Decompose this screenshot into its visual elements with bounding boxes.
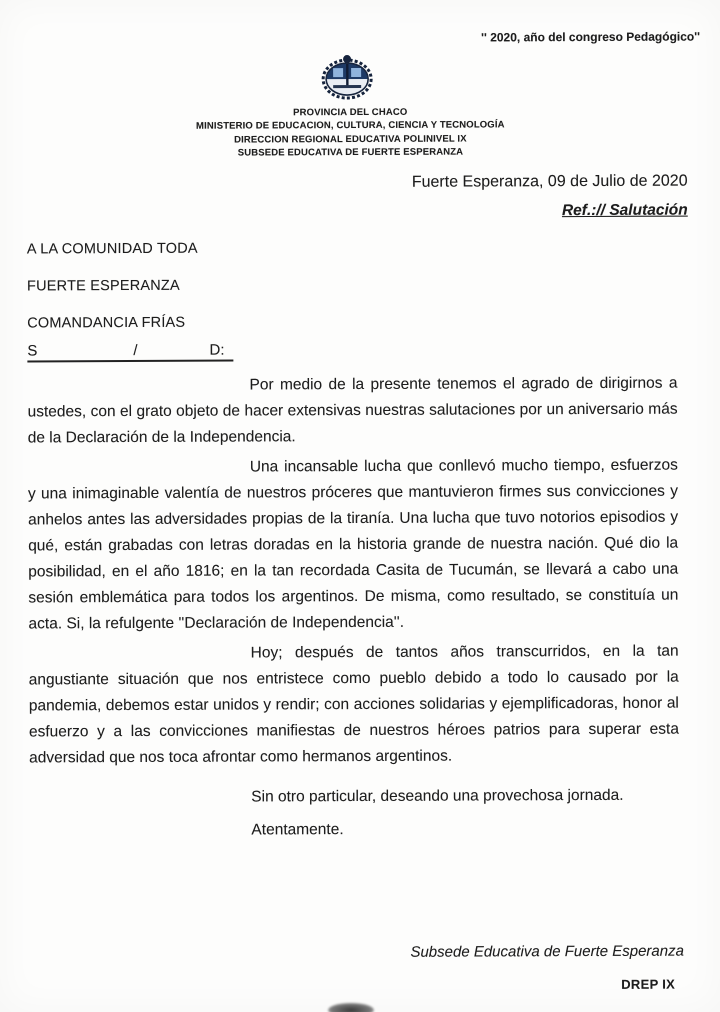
recipient-line-comandancia: COMANDANCIA FRÍAS [27, 314, 186, 332]
sd-s: S [27, 342, 38, 360]
org-header [0, 105, 702, 161]
signature-org: Subsede Educativa de Fuerte Esperanza [410, 942, 684, 961]
dateline: Fuerte Esperanza, 09 de Julio de 2020 [411, 172, 688, 191]
paragraph-history: Una incansable lucha que conllevó mucho tiempo, esfuerzos y una inimaginable valentía de nuestros próceres que mantuvieron firmes sus convicciones y anhelos antes las adversidades propias de la tiranía. Una lucha que tuvo notorios episodios y qué, están grabadas con letras doradas en la historia grande de nuestra nación. Qué dio la posibilidad, en el año 1816; en la tan recordada Casita de Tucumán, se llevará a cabo una sesión emblemática para todos los argentinos. De misma, como resultado, se constituía un acta. Si, la refulgente ''Declaración de Independencia''. [27, 456, 679, 633]
org-line-ministry: MINISTERIO DE EDUCACION, CULTURA, CIENCIA Y TECNOLOGÍA [196, 119, 505, 133]
letter-body [27, 371, 679, 845]
org-line-subsede: SUBSEDE EDUCATIVA DE FUERTE ESPERANZA [237, 146, 464, 159]
salutation-sd-line [27, 342, 233, 363]
year-motto: '' 2020, año del congreso Pedagógico'' [481, 29, 700, 45]
recipient-block [27, 241, 198, 353]
scan-artifact [328, 1003, 374, 1012]
paragraph-intro: Por medio de la presente tenemos el agrado de dirigirnos a ustedes, con el grato objeto de hacer extensivas nuestras salutaciones por un aniversario más de la Declaración de la Independencia. [27, 374, 678, 447]
reference-line: Ref.:// Salutación [561, 201, 688, 220]
recipient-line-town: FUERTE ESPERANZA [27, 277, 180, 295]
signature-unit: DREP IX [621, 976, 676, 992]
farewell-line: Sin otro particular, deseando una provechosa jornada. [251, 786, 624, 806]
paragraph-present: Hoy; después de tantos años transcurridos, en la tan angustiante situación que nos entristece como pueblo debido a todo lo causado por la pandemia, debemos estar unidos y rendir; con acciones solidarias y ejemplificadoras, honor al esfuerzo y a las convicciones manifiestas de nuestros héroes patrios para superar esta adversidad que nos toca afrontar como hermanos argentinos. [28, 642, 680, 767]
regards-line: Atentamente. [251, 821, 344, 839]
org-line-direction: DIRECCION REGIONAL EDUCATIVA POLINIVEL IX [234, 133, 467, 146]
org-line-province: PROVINCIA DEL CHACO [293, 106, 408, 119]
recipient-line-community: A LA COMUNIDAD TODA [26, 240, 198, 258]
chaco-emblem-logo [320, 53, 374, 101]
sd-slash: / [133, 341, 138, 359]
sd-d: D: [209, 341, 225, 359]
